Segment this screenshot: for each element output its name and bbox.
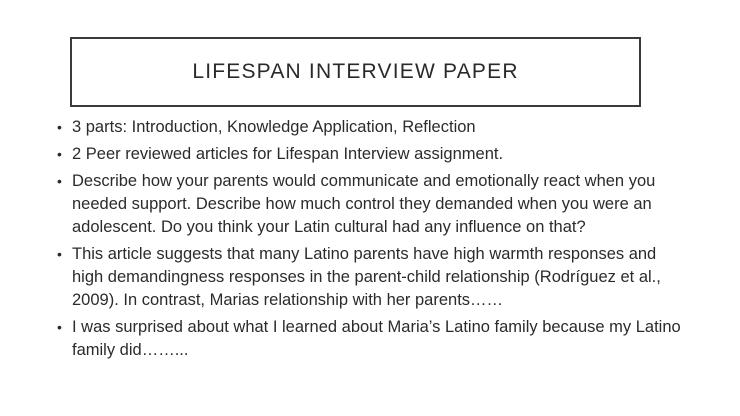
slide-title: LIFESPAN INTERVIEW PAPER (192, 60, 519, 83)
bullet-icon: • (57, 246, 62, 262)
bullet-text: Describe how your parents would communicate and emotionally react when you needed support. Describe how much control they demanded when you were an adolescent. Do you think your Latin cultural had any influence on that? (72, 172, 656, 236)
bullet-icon: • (57, 319, 62, 335)
bullet-icon: • (57, 119, 62, 135)
bullet-item (57, 116, 683, 139)
bullet-list (57, 116, 683, 366)
bullet-item (57, 143, 683, 166)
title-box (70, 37, 641, 107)
bullet-text: 3 parts: Introduction, Knowledge Application, Reflection (72, 118, 476, 136)
bullet-item (57, 316, 683, 362)
bullet-icon: • (57, 146, 62, 162)
bullet-text: This article suggests that many Latino parents have high warmth responses and high demandingness responses in the parent-child relationship (Rodríguez et al., 2009). In contrast, Marias relationship with her parents…… (72, 245, 661, 309)
bullet-icon: • (57, 173, 62, 189)
bullet-text: 2 Peer reviewed articles for Lifespan Interview assignment. (72, 145, 504, 163)
bullet-text: I was surprised about what I learned about Maria’s Latino family because my Latino family did……... (72, 318, 681, 359)
bullet-item (57, 243, 683, 312)
bullet-item (57, 170, 683, 239)
